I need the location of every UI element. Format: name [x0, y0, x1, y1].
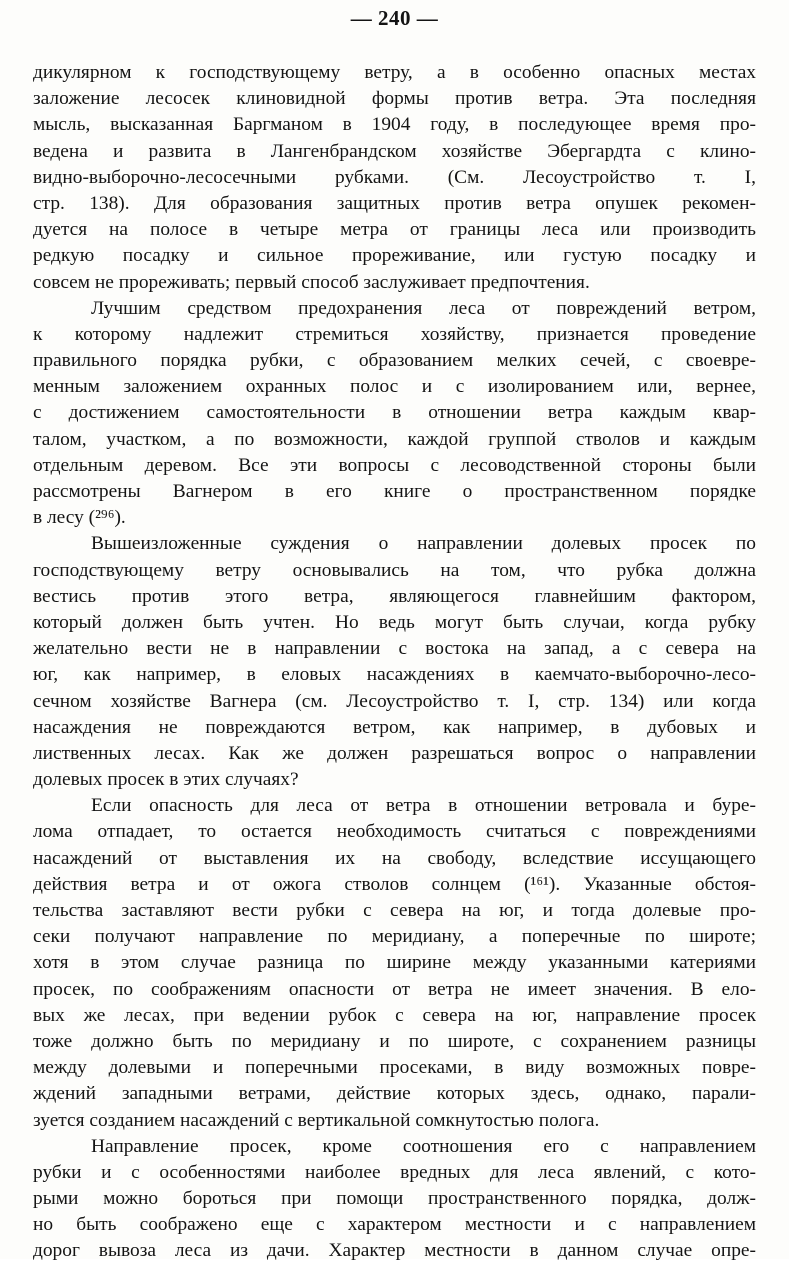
text-line: лома отпадает, то остается необходимость считаться с повреждениями	[33, 821, 756, 843]
text-line: насаждения не повреждаются ветром, как например, в дубовых и	[33, 716, 756, 738]
text-line: долевых просек в этих случаях?	[33, 769, 299, 791]
text-line: рыми можно бороться при помощи пространственного порядка, долж-	[33, 1188, 756, 1210]
text-line: ведена и развита в Лангенбрандском хозяйстве Эбергардта с клино-	[33, 140, 756, 162]
text-line: Лучшим средством предохранения леса от повреждений ветром,	[91, 297, 756, 319]
text-line: с достижением самостоятельности в отношении ветра каждым квар-	[33, 402, 756, 424]
text-line: отдельным деревом. Все эти вопросы с лесоводственной стороны были	[33, 454, 756, 476]
text-line: тельства заставляют вести рубки с севера на юг, и тогда долевые про-	[33, 900, 756, 921]
text-line: тоже должно быть по меридиану и по широте, с сохранением разницы	[33, 1030, 756, 1052]
text-line: дорог вывоза леса из дачи. Характер местности в данном случае опре-	[33, 1240, 756, 1262]
text-line: просек, по соображениям опасности от ветра не имеет значения. В ело-	[33, 978, 756, 1000]
text-line: правильного порядка рубки, с образованием мелких сечей, с своевре-	[33, 350, 756, 372]
text-line: рубки и с особенностями наиболее вредных для леса явлений, с кото-	[33, 1161, 756, 1183]
text-line: вестись против этого ветра, являющегося главнейшим фактором,	[33, 585, 756, 607]
page-number: — 240 —	[350, 6, 439, 30]
text-line: к которому надлежит стремиться хозяйству, признается проведение	[33, 323, 756, 345]
text-line: талом, участком, а по возможности, каждой группой стволов и каждым	[33, 428, 756, 450]
text-line: ждений западными ветрами, действие которых здесь, однако, парали-	[33, 1083, 756, 1105]
text-line: в лесу (²⁹⁶).	[33, 507, 126, 529]
text-line: редкую посадку и сильное прореживание, или густую посадку и	[33, 245, 756, 267]
body-text	[33, 60, 756, 1265]
text-line: зуется созданием насаждений с вертикальной сомкнутостью полога.	[33, 1109, 600, 1131]
text-line: заложение лесосек клиновидной формы против ветра. Эта последняя	[33, 88, 756, 110]
text-line: Направление просек, кроме соотношения его с направлением	[91, 1135, 756, 1157]
text-line: Если опасность для леса от ветра в отношении ветровала и буре-	[91, 795, 756, 817]
text-line: менным заложением охранных полос и с изолированием или, вернее,	[33, 376, 756, 398]
text-line: господствующему ветру основывались на том, что рубка должна	[33, 559, 756, 581]
text-line: но быть соображено еще с характером местности и с направлением	[33, 1214, 756, 1236]
text-line: Вышеизложенные суждения о направлении долевых просек по	[91, 533, 756, 555]
text-line: секи получают направление по меридиану, а поперечные по широте;	[33, 926, 756, 948]
text-line: рассмотрены Вагнером в его книге о пространственном порядке	[33, 481, 756, 502]
text-line: дуется на полосе в четыре метра от границы леса или производить	[33, 219, 756, 241]
text-line: совсем не прореживать; первый способ заслуживает предпочтения.	[33, 271, 590, 293]
text-line: вых же лесах, при ведении рубок с севера на юг, направление просек	[33, 1004, 756, 1026]
text-line: дикулярном к господствующему ветру, а в особенно опасных местах	[33, 62, 756, 83]
text-line: действия ветра и от ожога стволов солнцем (¹⁶¹). Указанные обстоя-	[33, 873, 756, 895]
text-line: стр. 138). Для образования защитных против ветра опушек рекомен-	[33, 192, 756, 214]
text-line: сечном хозяйстве Вагнера (см. Лесоустройство т. I, стр. 134) или когда	[33, 690, 756, 712]
text-line: хотя в этом случае разница по ширине между указанными катериями	[33, 952, 756, 974]
text-line: юг, как например, в еловых насаждениях в каемчато-выборочно-лесо-	[33, 664, 756, 686]
text-line: который должен быть учтен. Но ведь могут быть случаи, когда рубку	[33, 611, 756, 633]
text-line: мысль, высказанная Баргманом в 1904 году, в последующее время про-	[33, 114, 756, 136]
text-line: насаждений от выставления их на свободу, вследствие иссущающего	[33, 847, 756, 869]
text-line: видно-выборочно-лесосечными рубками. (См. Лесоустройство т. I,	[33, 166, 756, 188]
text-line: лиственных лесах. Как же должен разрешаться вопрос о направлении	[33, 742, 756, 764]
text-line: между долевыми и поперечными просеками, в виду возможных повре-	[33, 1057, 756, 1079]
text-line: желательно вести не в направлении с востока на запад, а с севера на	[33, 638, 756, 660]
